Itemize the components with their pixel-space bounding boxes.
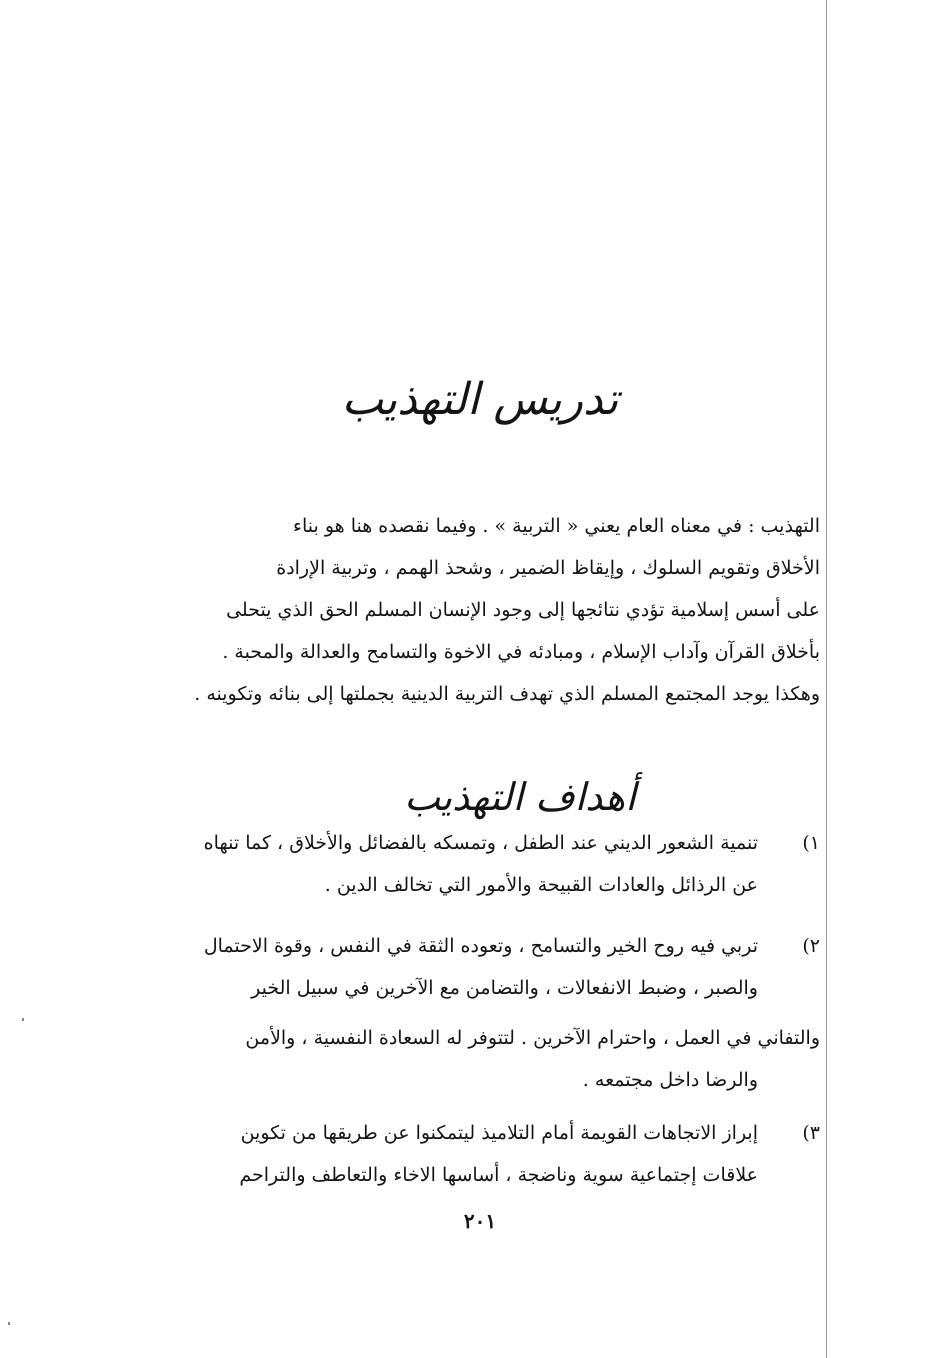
item-number: ٣) [802,1122,820,1144]
item-line: والصبر ، وضبط الانفعالات ، والتضامن مع الآخرين في سبيل الخير [251,977,758,999]
scan-speck [22,1018,24,1021]
intro-line: بأخلاق القرآن وآداب الإسلام ، ومبادئه في الاخوة والتسامح والعدالة والمحبة . [222,641,820,663]
intro-paragraph [156,505,820,715]
page-spine-line [826,0,827,1358]
item-line: إبراز الاتجاهات القويمة أمام التلاميذ ليتمكنوا عن طريقها من تكوين [240,1122,758,1144]
intro-line: وهكذا يوجد المجتمع المسلم الذي تهدف التربية الدينية بجملتها إلى بنائه وتكوينه . [194,683,820,705]
objective-item-3 [140,1112,820,1196]
section-heading: أهداف التهذيب [404,775,636,819]
item-line: تنمية الشعور الديني عند الطفل ، وتمسكه بالفضائل والأخلاق ، كما تنهاه [203,832,758,854]
item-line: والرضا داخل مجتمعه . [582,1069,758,1091]
chapter-title: تدريس التهذيب [341,374,619,425]
intro-line: التهذيب : في معناه العام يعني « التربية » . وفيما نقصده هنا هو بناء [293,515,820,537]
intro-line: على أسس إسلامية تؤدي نتائجها إلى وجود الإنسان المسلم الحق الذي يتحلى [226,599,820,621]
item-line: والتفاني في العمل ، واحترام الآخرين . لتتوفر له السعادة النفسية ، والأمن [245,1027,820,1049]
item-line: علاقات إجتماعية سوية وناضجة ، أساسها الاخاء والتعاطف والتراحم [239,1164,758,1186]
intro-line: الأخلاق وتقويم السلوك ، وإيقاظ الضمير ، وشحذ الهمم ، وتربية الإرادة [276,557,820,579]
scan-speck [8,1322,10,1325]
item-line: تربي فيه روح الخير والتسامح ، وتعوده الثقة في النفس ، وقوة الاحتمال [203,935,758,957]
objective-item-2 [140,925,820,1101]
item-line: عن الرذائل والعادات القبيحة والأمور التي تخالف الدين . [324,874,758,896]
item-number: ٢) [802,935,820,957]
page-number: ٢٠١ [463,1209,497,1233]
objective-item-1 [140,822,820,906]
book-page [140,0,820,1358]
item-number: ١) [802,832,820,854]
